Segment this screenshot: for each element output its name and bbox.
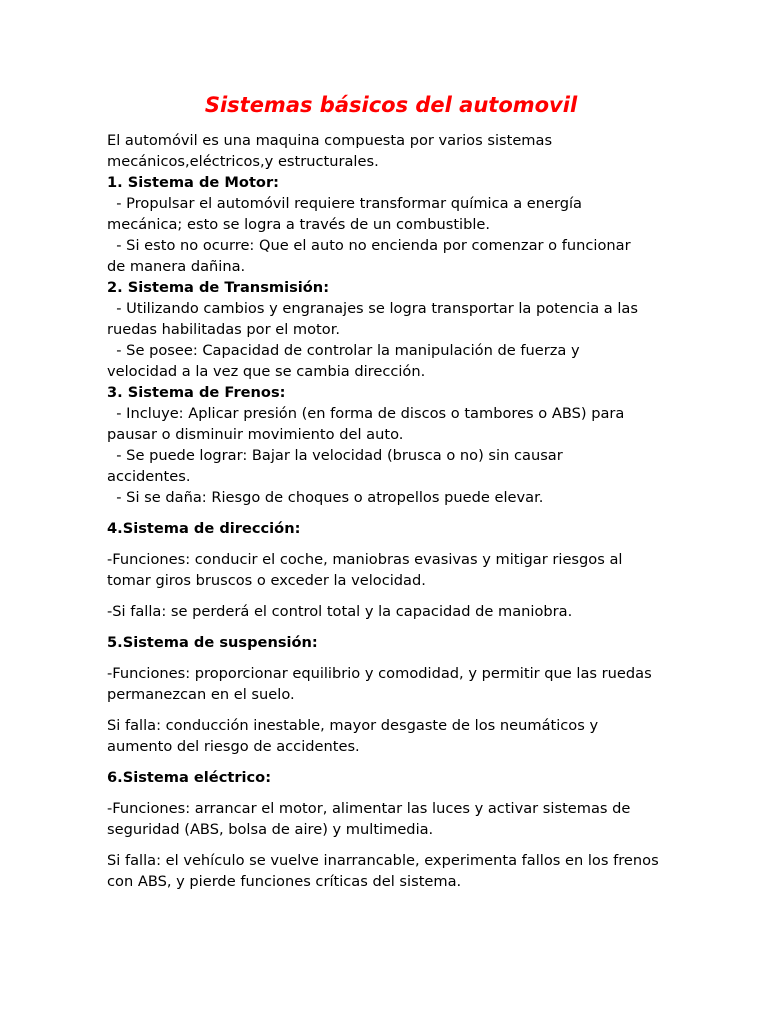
section-line: - Se posee: Capacidad de controlar la manipulación de fuerza y [107, 342, 580, 359]
section-line: de manera dañina. [107, 258, 246, 275]
section-line: accidentes. [107, 468, 191, 485]
document-title: Sistemas básicos del automovil [204, 93, 578, 117]
section-paragraph: -Si falla: se perderá el control total y la capacidad de maniobra. [107, 603, 573, 620]
intro-line: mecánicos,eléctricos,y estructurales. [107, 153, 379, 170]
section-paragraph: -Funciones: conducir el coche, maniobras evasivas y mitigar riesgos al tomar giros bruscos o exceder la velocidad. [107, 551, 623, 589]
section-heading-frenos: 3. Sistema de Frenos: [107, 384, 286, 401]
section-heading-direccion: 4.Sistema de dirección: [107, 520, 301, 537]
section-line: velocidad a la vez que se cambia dirección. [107, 363, 426, 380]
section-line: - Si se daña: Riesgo de choques o atropellos puede elevar. [107, 489, 544, 506]
compact-block [107, 130, 667, 508]
spaced-block [107, 518, 667, 892]
section-line: - Se puede lograr: Bajar la velocidad (brusca o no) sin causar [107, 447, 563, 464]
section-heading-electrico: 6.Sistema eléctrico: [107, 769, 272, 786]
section-heading-suspension: 5.Sistema de suspensión: [107, 634, 318, 651]
section-heading-motor: 1. Sistema de Motor: [107, 174, 279, 191]
section-line: - Propulsar el automóvil requiere transformar química a energía [107, 195, 582, 212]
section-line: ruedas habilitadas por el motor. [107, 321, 341, 338]
section-paragraph: -Funciones: proporcionar equilibrio y comodidad, y permitir que las ruedas permanezcan en el suelo. [107, 665, 652, 703]
section-line: - Utilizando cambios y engranajes se logra transportar la potencia a las [107, 300, 638, 317]
section-line: mecánica; esto se logra a través de un combustible. [107, 216, 491, 233]
section-line: pausar o disminuir movimiento del auto. [107, 426, 404, 443]
section-paragraph: Si falla: conducción inestable, mayor desgaste de los neumáticos y aumento del riesgo de accidentes. [107, 717, 599, 755]
section-paragraph: Si falla: el vehículo se vuelve inarrancable, experimenta fallos en los frenos con ABS, y pierde funciones críticas del sistema. [107, 852, 659, 890]
intro-line: El automóvil es una maquina compuesta por varios sistemas [107, 132, 553, 149]
section-line: - Si esto no ocurre: Que el auto no encienda por comenzar o funcionar [107, 237, 631, 254]
section-paragraph: -Funciones: arrancar el motor, alimentar las luces y activar sistemas de seguridad (ABS, bolsa de aire) y multimedia. [107, 800, 631, 838]
section-line: - Incluye: Aplicar presión (en forma de discos o tambores o ABS) para [107, 405, 625, 422]
section-heading-transmision: 2. Sistema de Transmisión: [107, 279, 330, 296]
document-page [107, 90, 667, 892]
